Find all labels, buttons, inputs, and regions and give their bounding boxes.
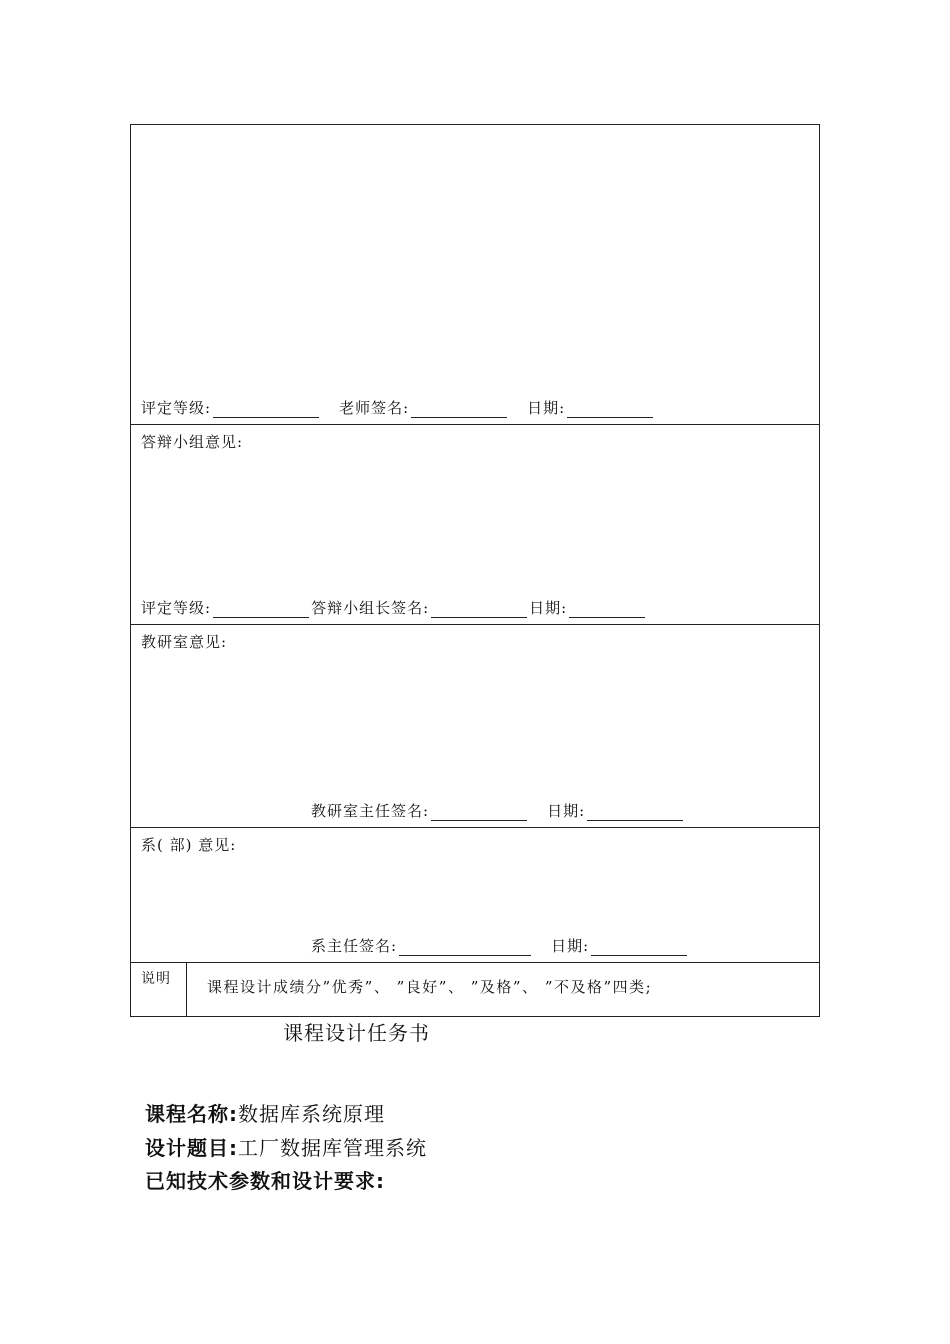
note-label: 说明 <box>141 971 171 987</box>
teacher-sign-label: 老师签名: <box>339 399 410 417</box>
note-row <box>131 963 819 1017</box>
course-name-value: 数据库系统原理 <box>238 1102 385 1126</box>
teacher-grade-label: 评定等级: <box>141 399 212 417</box>
department-section <box>131 828 819 963</box>
defense-group-title: 答辩小组意见: <box>141 433 244 451</box>
design-topic-label: 设计题目: <box>145 1136 238 1160</box>
requirements-label: 已知技术参数和设计要求: <box>145 1169 385 1193</box>
department-sign-label: 系主任签名: <box>311 937 398 955</box>
office-sign-line <box>311 800 685 821</box>
teacher-date-label: 日期: <box>527 399 566 417</box>
defense-sign-line <box>141 597 647 618</box>
teacher-date-blank[interactable] <box>567 402 653 418</box>
office-date-label: 日期: <box>547 802 586 820</box>
requirements-line <box>145 1165 385 1194</box>
department-date-blank[interactable] <box>591 940 687 956</box>
teacher-sign-blank[interactable] <box>411 402 507 418</box>
defense-group-section <box>131 425 819 625</box>
teacher-evaluation-section <box>131 125 819 425</box>
teaching-office-title: 教研室意见: <box>141 633 228 651</box>
task-book-title: 课程设计任务书 <box>283 1021 430 1045</box>
teacher-sign-line <box>141 397 655 418</box>
evaluation-form-table <box>130 124 820 1017</box>
defense-grade-label: 评定等级: <box>141 599 212 617</box>
design-topic-line <box>145 1132 427 1161</box>
defense-sign-label: 答辩小组长签名: <box>311 599 430 617</box>
teaching-office-section <box>131 625 819 828</box>
defense-sign-blank[interactable] <box>431 602 527 618</box>
note-label-cell <box>131 963 187 1017</box>
office-sign-blank[interactable] <box>431 805 527 821</box>
department-sign-line <box>311 935 689 956</box>
department-title: 系( 部) 意见: <box>141 836 237 854</box>
office-date-blank[interactable] <box>587 805 683 821</box>
defense-date-label: 日期: <box>529 599 568 617</box>
course-name-line <box>145 1098 385 1127</box>
teacher-grade-blank[interactable] <box>213 402 319 418</box>
office-sign-label: 教研室主任签名: <box>311 802 430 820</box>
defense-grade-blank[interactable] <box>213 602 309 618</box>
department-date-label: 日期: <box>551 937 590 955</box>
department-sign-blank[interactable] <box>399 940 531 956</box>
note-text: 课程设计成绩分”优秀”、 ”良好”、 ”及格”、 ”不及格”四类; <box>207 978 653 996</box>
design-topic-value: 工厂数据库管理系统 <box>238 1136 427 1160</box>
course-name-label: 课程名称: <box>145 1102 238 1126</box>
defense-date-blank[interactable] <box>569 602 645 618</box>
